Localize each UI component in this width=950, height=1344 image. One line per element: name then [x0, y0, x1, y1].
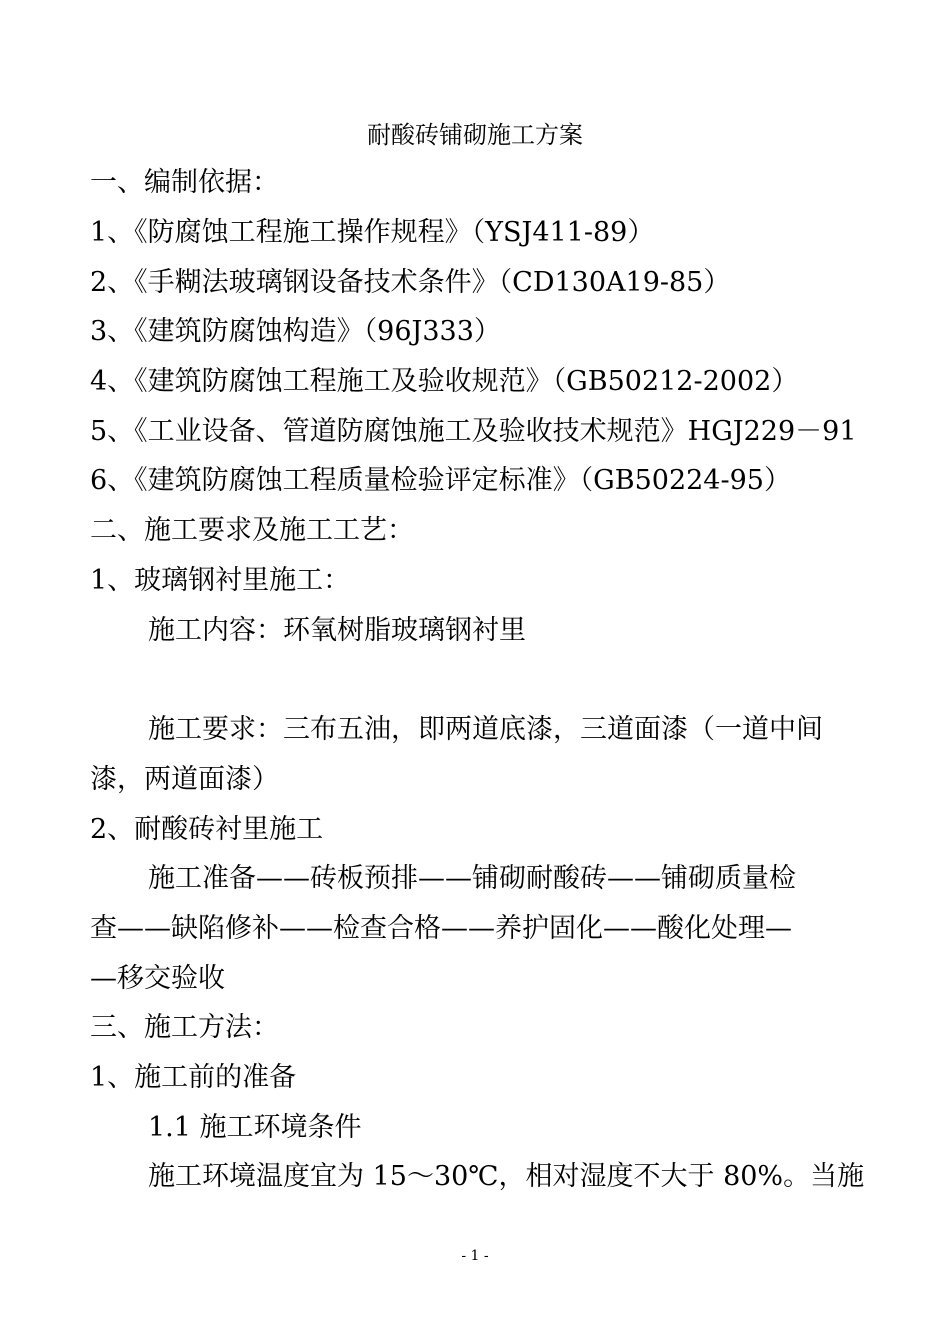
process-flow-line-2: 查——缺陷修补——检查合格——养护固化——酸化处理—: [90, 913, 792, 944]
reference-item-3: 3、《建筑防腐蚀构造》（96J333）: [90, 316, 501, 347]
paragraph-requirements: 施工要求：三布五油，即两道底漆，三道面漆（一道中间: [148, 714, 823, 745]
section-heading-basis: 一、编制依据：: [90, 167, 279, 198]
page-number: - 1 -: [461, 1248, 489, 1264]
reference-item-2: 2、《手糊法玻璃钢设备技术条件》（CD130A19-85）: [90, 267, 731, 298]
paragraph-environment: 施工环境温度宜为 15～30℃，相对湿度不大于 80%。当施: [148, 1161, 865, 1192]
reference-item-1: 1、《防腐蚀工程施工操作规程》（YSJ411-89）: [90, 217, 655, 248]
section-heading-requirements: 二、施工要求及施工工艺：: [90, 515, 414, 546]
process-flow-line-3: —移交验收: [90, 963, 225, 994]
section-heading-method: 三、施工方法：: [90, 1012, 279, 1043]
paragraph-requirements-cont: 漆，两道面漆）: [90, 764, 279, 795]
subheading-preparation: 1、施工前的准备: [90, 1062, 297, 1093]
subheading-environment: 1.1 施工环境条件: [148, 1112, 362, 1143]
reference-item-4: 4、《建筑防腐蚀工程施工及验收规范》（GB50212-2002）: [90, 366, 799, 397]
process-flow-line-1: 施工准备——砖板预排——铺砌耐酸砖——铺砌质量检: [148, 863, 796, 894]
document-title: 耐酸砖铺砌施工方案: [367, 121, 583, 149]
paragraph-content: 施工内容：环氧树脂玻璃钢衬里: [148, 615, 526, 646]
subheading-frp-lining: 1、玻璃钢衬里施工：: [90, 565, 351, 596]
reference-item-5: 5、《工业设备、管道防腐蚀施工及验收技术规范》HGJ229－91: [90, 416, 857, 447]
subheading-acid-brick: 2、耐酸砖衬里施工: [90, 814, 324, 845]
reference-item-6: 6、《建筑防腐蚀工程质量检验评定标准》（GB50224-95）: [90, 465, 791, 496]
